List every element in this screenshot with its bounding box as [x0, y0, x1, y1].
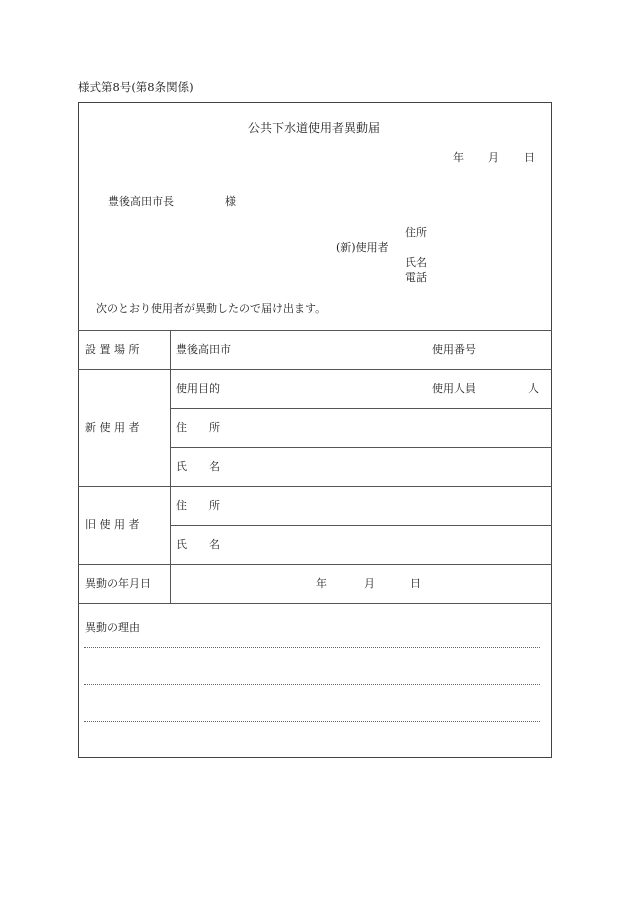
new-user-section-label: 新 使 用 者 — [85, 421, 140, 434]
statement-text: 次のとおり使用者が異動したので届け出ます。 — [96, 302, 327, 315]
new-user-address-label[interactable]: 住 所 — [176, 421, 220, 434]
location-value[interactable]: 豊後高田市 — [176, 343, 231, 356]
reason-line[interactable] — [84, 684, 540, 685]
row-divider — [170, 408, 552, 409]
change-date-year[interactable]: 年 — [316, 577, 327, 590]
header-date-month[interactable]: 月 — [488, 151, 499, 164]
new-user-name-label[interactable]: 氏 名 — [176, 460, 220, 473]
change-date-label: 異動の年月日 — [85, 577, 151, 590]
form-title: 公共下水道使用者異動届 — [248, 121, 381, 135]
header-date-day[interactable]: 日 — [524, 151, 535, 164]
header-date-year[interactable]: 年 — [453, 151, 464, 164]
label-column-divider — [170, 330, 171, 603]
addressee-honorific: 様 — [225, 195, 236, 208]
row-divider — [78, 564, 552, 565]
old-user-address-label[interactable]: 住 所 — [176, 499, 220, 512]
applicant-name-label: 氏名 — [405, 256, 427, 269]
usage-persons-label[interactable]: 使用人員 — [432, 382, 476, 395]
usage-persons-unit: 人 — [528, 382, 539, 395]
change-date-month[interactable]: 月 — [364, 577, 375, 590]
row-divider — [78, 486, 552, 487]
new-user-label: (新)使用者 — [336, 241, 389, 254]
old-user-name-label[interactable]: 氏 名 — [176, 538, 220, 551]
applicant-address-label: 住所 — [405, 226, 427, 239]
reason-line[interactable] — [84, 721, 540, 722]
usage-purpose-label[interactable]: 使用目的 — [176, 382, 220, 395]
row-divider — [170, 525, 552, 526]
form-number-label: 様式第8号(第8条関係) — [78, 80, 194, 94]
location-label: 設 置 場 所 — [85, 343, 140, 356]
usage-number-label[interactable]: 使用番号 — [432, 343, 476, 356]
row-divider — [170, 447, 552, 448]
change-date-day[interactable]: 日 — [410, 577, 421, 590]
row-divider — [78, 369, 552, 370]
table-top-line — [78, 330, 552, 331]
reason-line[interactable] — [84, 647, 540, 648]
change-reason-label: 異動の理由 — [85, 621, 140, 634]
addressee-mayor: 豊後高田市長 — [108, 195, 174, 208]
applicant-phone-label: 電話 — [405, 271, 427, 284]
old-user-section-label: 旧 使 用 者 — [85, 518, 140, 531]
row-divider — [78, 603, 552, 604]
